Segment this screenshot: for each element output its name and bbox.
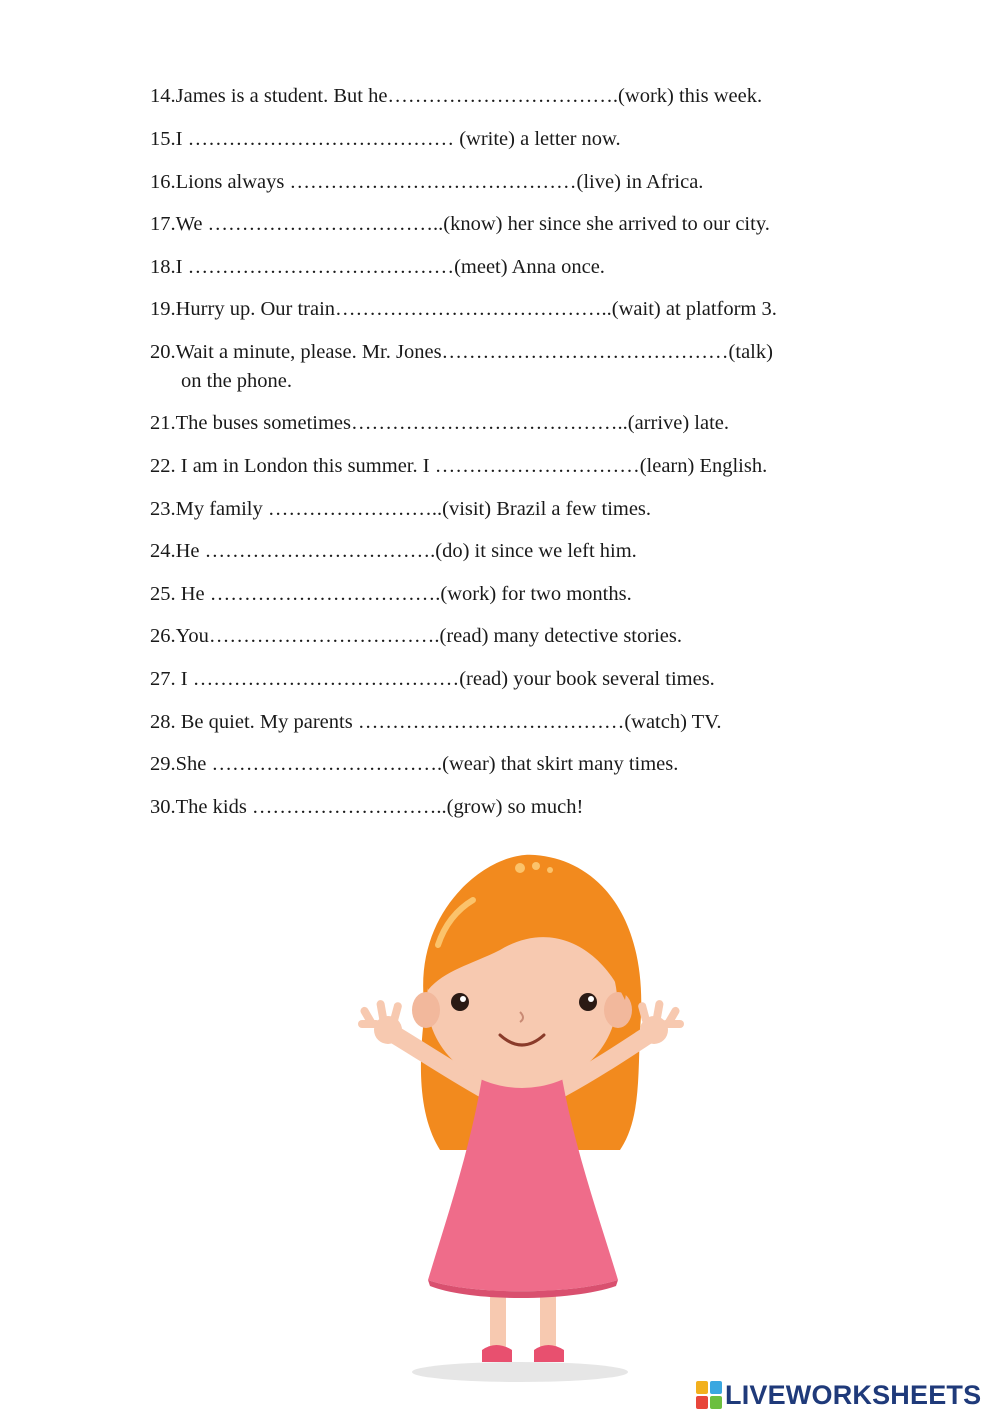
exercise-15: 15.I ………………………………… (write) a letter now.: [150, 128, 621, 150]
left-hand: [358, 999, 403, 1044]
brand-name: LIVEWORKSHEETS: [725, 1379, 982, 1410]
left-eye: [451, 993, 469, 1011]
liveworksheets-logo: [696, 1378, 981, 1412]
ground-shadow: [412, 1362, 628, 1382]
exercise-22: 22. I am in London this summer. I …………………………(learn) English.: [150, 455, 768, 477]
left-ear: [412, 992, 440, 1028]
hair-highlight: [547, 867, 553, 873]
exercise-20-line-2: on the phone.: [181, 370, 293, 392]
exercise-17: 17.We ……………………………..(know) her since she arrived to our city.: [150, 213, 770, 235]
exercise-24: 24.He …………………………….(do) it since we left him.: [150, 540, 637, 562]
girl-waving-illustration: [350, 850, 690, 1390]
exercise-20-line-1: 20.Wait a minute, please. Mr. Jones……………………………………(talk): [150, 341, 773, 363]
exercise-29: 29.She …………………………….(wear) that skirt many times.: [150, 753, 679, 775]
right-shoe: [534, 1345, 564, 1362]
exercise-28: 28. Be quiet. My parents …………………………………(watch) TV.: [150, 711, 722, 733]
right-ear: [604, 992, 632, 1028]
exercise-26: 26.You…………………………….(read) many detective stories.: [150, 625, 682, 647]
exercise-14: 14.James is a student. But he…………………………….(work) this week.: [150, 85, 763, 107]
left-shoe: [482, 1345, 512, 1362]
right-eye: [579, 993, 597, 1011]
exercise-20: [150, 338, 880, 396]
hair-highlight: [515, 863, 525, 873]
exercise-18: 18.I …………………………………(meet) Anna once.: [150, 256, 605, 278]
exercise-25: 25. He …………………………….(work) for two months.: [150, 583, 632, 605]
exercise-21: 21.The buses sometimes…………………………………..(arrive) late.: [150, 412, 730, 434]
exercise-27: 27. I …………………………………(read) your book several times.: [150, 668, 715, 690]
exercise-23: 23.My family ……………………..(visit) Brazil a few times.: [150, 498, 652, 520]
hair-highlight: [532, 862, 540, 870]
exercise-30: 30.The kids ………………………..(grow) so much!: [150, 796, 584, 818]
exercise-16: 16.Lions always ……………………………………(live) in Africa.: [150, 171, 704, 193]
exercise-19: 19.Hurry up. Our train…………………………………..(wait) at platform 3.: [150, 298, 777, 320]
liveworksheets-icon: [696, 1381, 722, 1409]
right-hand: [637, 999, 684, 1044]
